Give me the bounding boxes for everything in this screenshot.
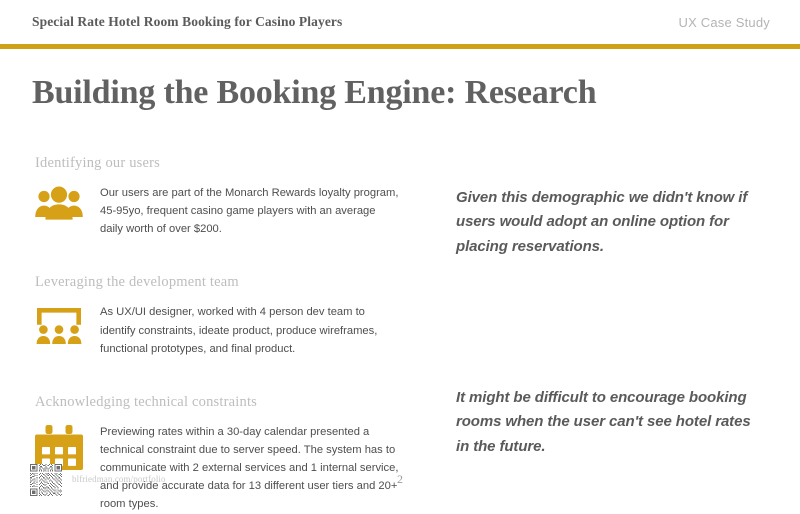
left-content-column: [32, 155, 422, 514]
team-meeting-icon: [32, 303, 86, 351]
people-group-icon: [32, 184, 86, 232]
section-leveraging-the-development-team: [32, 274, 422, 357]
slide-header: [0, 0, 800, 44]
section-heading: Acknowledging technical constraints: [35, 393, 258, 410]
slide-footer: [0, 464, 800, 504]
section-heading: Identifying our users: [35, 155, 161, 171]
callout-demographic-adoption: Given this demographic we didn't know if users would adopt an online option for placing reservations.: [456, 189, 748, 255]
section-body: [32, 184, 422, 238]
section-text: Our users are part of the Monarch Rewards loyalty program, 45-95yo, frequent casino game players with an average daily worth of over $200.: [100, 187, 399, 236]
header-case-study-label: UX Case Study: [678, 14, 770, 30]
section-identifying-our-users: [32, 155, 422, 238]
page-number: 2: [397, 472, 403, 486]
section-body: [32, 303, 422, 357]
gold-divider-rule: [0, 44, 800, 49]
section-heading: Leveraging the development team: [35, 274, 239, 291]
header-title: Special Rate Hotel Room Booking for Casino Players: [32, 14, 343, 29]
callout-future-rates: It might be difficult to encourage booking rooms when the user can't see hotel rates in the future.: [456, 389, 751, 455]
footer-portfolio-url[interactable]: blfriedman.com/portfolio: [72, 474, 166, 484]
section-text: Previewing rates within a 30-day calendar presented a technical constraint due to server speed. The system has to communicate with 2 external services and 1 internal service, and provide accurate data for 13 different user tiers and 20+ room types.: [100, 425, 399, 511]
page-title: Building the Booking Engine: Research: [32, 74, 597, 111]
section-text: As UX/UI designer, worked with 4 person dev team to identify constraints, ideate product, produce wireframes, functional prototypes, and final product.: [100, 306, 378, 355]
